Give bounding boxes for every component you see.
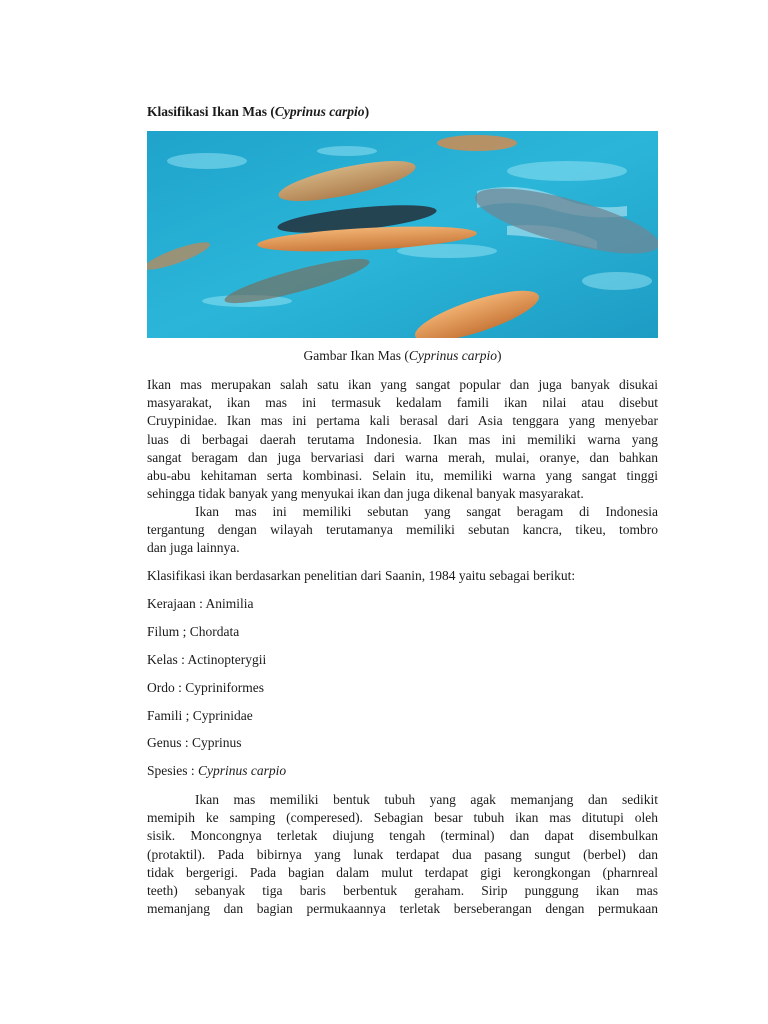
paragraph-line: memanjang dan bagian permukaannya terletak berseberangan dengan permukaan	[147, 901, 658, 917]
caption-suffix: )	[496, 348, 502, 363]
taxonomy-order: Ordo : Cypriniformes	[147, 680, 264, 695]
taxonomy-genus: Genus : Cyprinus	[147, 735, 242, 750]
taxonomy-class: Kelas : Actinopterygii	[147, 652, 267, 667]
paragraph-line: teeth) sebanyak tiga baris berbentuk geraham. Sirip punggung ikan mas	[147, 883, 658, 899]
caption-prefix: Gambar Ikan Mas (	[303, 348, 409, 363]
taxonomy-family: Famili ; Cyprinidae	[147, 708, 253, 723]
paragraph-line: tidak bergerigi. Pada bagian dalam mulut terdapat gigi kerongkongan (pharnreal	[147, 864, 658, 880]
paragraph-line: Ikan mas ini memiliki sebutan yang sangat beragam di Indonesia	[195, 504, 658, 519]
paragraph-line: dan juga lainnya.	[147, 540, 240, 556]
paragraph-line: (protaktil). Pada bibirnya yang lunak terdapat dua pasang sungut (berbel) dan	[147, 846, 658, 862]
paragraph-line: sehingga tidak banyak yang menyukai ikan dan juga dikenal banyak masyarakat.	[147, 486, 584, 502]
paragraph-names	[147, 503, 658, 558]
koi-pond-illustration	[147, 131, 658, 338]
paragraph-line: memipih ke samping (comperesed). Sebagian besar tubuh ikan mas ditutupi oleh	[147, 810, 658, 826]
paragraph-line: Ikan mas memiliki bentuk tubuh yang agak memanjang dan sedikit	[195, 792, 658, 807]
classification-intro: Klasifikasi ikan berdasarkan penelitian dari Saanin, 1984 yaitu sebagai berikut:	[147, 568, 576, 583]
paragraph-intro	[147, 376, 658, 503]
caption-species: Cyprinus carpio	[408, 348, 497, 363]
photo-caption	[147, 348, 658, 364]
koi-pond-photo	[147, 131, 658, 338]
species-label: Spesies :	[147, 763, 199, 778]
paragraph-line: Cruypinidae. Ikan mas ini pertama kali berasal dari Asia tenggara yang menyebar	[147, 413, 658, 429]
taxonomy-kingdom: Kerajaan : Animilia	[147, 596, 254, 611]
paragraph-line: sisik. Moncongnya terletak diujung tengah (terminal) dan dapat disembulkan	[147, 828, 658, 844]
title-prefix: Klasifikasi Ikan Mas (	[147, 104, 275, 119]
document-title	[147, 104, 369, 120]
paragraph-line: masyarakat, ikan mas ini termasuk kedalam famili ikan nilai atau disebut	[147, 395, 658, 411]
paragraph-morphology	[147, 791, 658, 918]
paragraph-line: sangat beragam dan juga bervariasi dari warna merah, mulai, oranye, dan bahkan	[147, 449, 658, 465]
title-species: Cyprinus carpio	[274, 104, 365, 119]
title-suffix: )	[364, 104, 370, 119]
paragraph-line: abu-abu kehitaman serta kombinasi. Selain itu, memiliki warna yang sangat tinggi	[147, 468, 658, 484]
taxonomy-species	[147, 763, 286, 779]
taxonomy-phylum: Filum ; Chordata	[147, 624, 240, 639]
paragraph-line: Ikan mas merupakan salah satu ikan yang sangat popular dan juga banyak disukai	[147, 377, 658, 392]
paragraph-line: tergantung dengan wilayah terutamanya memiliki sebutan kancra, tikeu, tombro	[147, 522, 658, 538]
species-value: Cyprinus carpio	[198, 763, 287, 778]
paragraph-line: luas di berbagai daerah terutama Indonesia. Ikan mas ini memiliki warna yang	[147, 431, 658, 447]
